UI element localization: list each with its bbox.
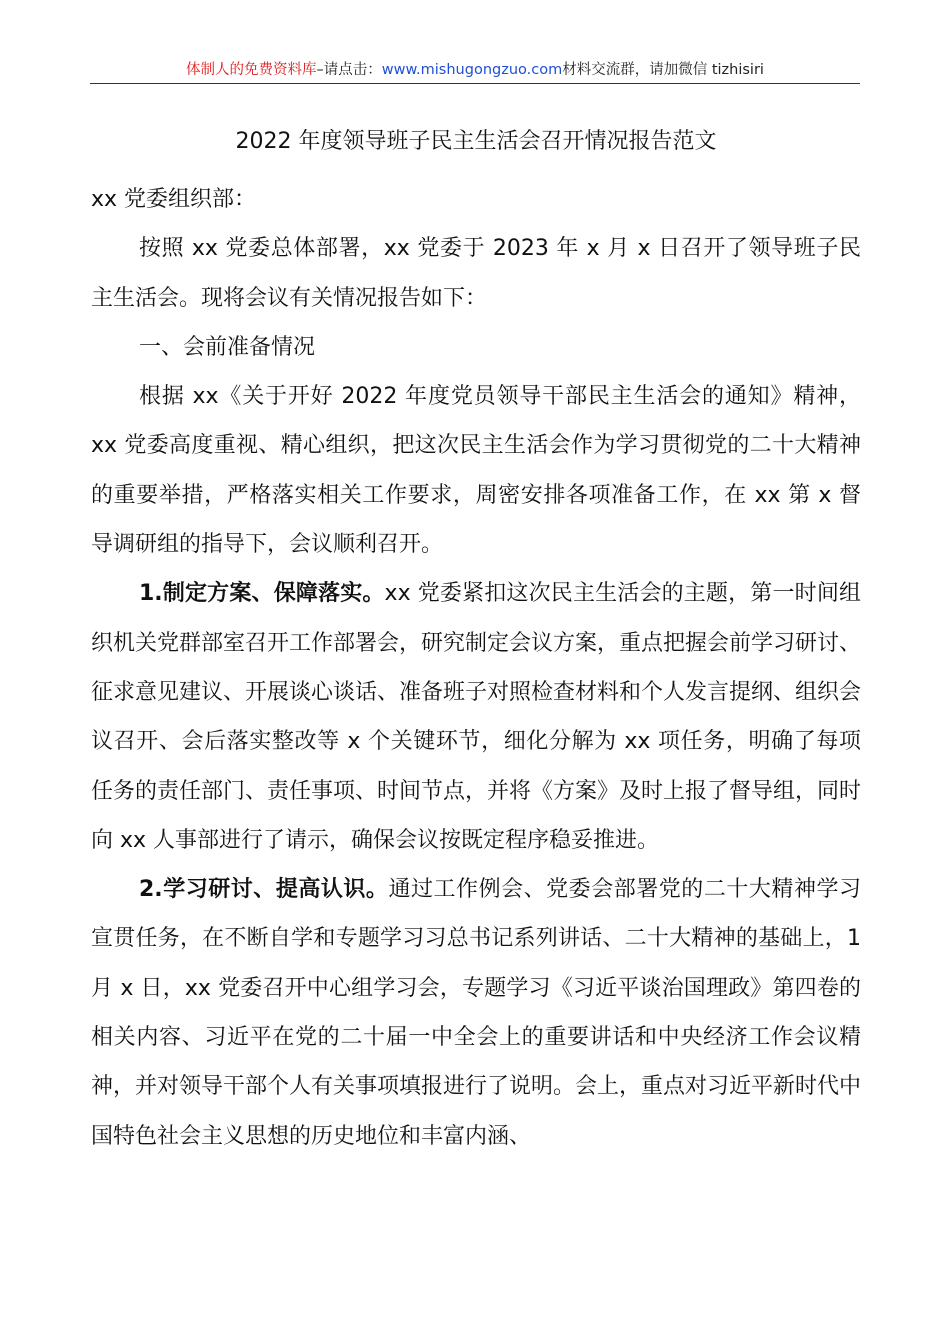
library-label: 体制人的免费资料库: [186, 62, 317, 78]
document-body: [91, 119, 861, 1161]
section-heading: 一、会前准备情况: [139, 334, 316, 360]
item-1-paragraph: [91, 569, 861, 865]
salutation: xx 党委组织部：: [91, 187, 257, 212]
document-title: 2022 年度领导班子民主生活会召开情况报告范文: [235, 129, 717, 154]
page-header: [90, 58, 860, 82]
section-paragraph: 根据 xx《关于开好 2022 年度党员领导干部民主生活会的通知》精神，xx 党委高度重视、精心组织，把这次民主生活会作为学习贯彻党的二十大精神的重要举措，严格落实相关工作要求，周密安排各项准备工作，在 xx 第 x 督导调研组的指导下，会议顺利召开。: [91, 384, 861, 558]
intro-paragraph: 按照 xx 党委总体部署，xx 党委于 2023 年 x 月 x 日召开了领导班子民主生活会。现将会议有关情况报告如下：: [91, 236, 861, 311]
item-2-lead: 2.学习研讨、提高认识。: [139, 877, 389, 903]
item-2-paragraph: [91, 865, 861, 1161]
item-1-body: xx 党委紧扣这次民主生活会的主题，第一时间组织机关党群部室召开工作部署会，研究制定会议方案，重点把握会前学习研讨、征求意见建议、开展谈心谈话、准备班子对照检查材料和个人发言提纲、组织会议召开、会后落实整改等 x 个关键环节，细化分解为 xx 项任务，明确了每项任务的责任部门、责任事项、时间节点，并将《方案》及时上报了督导组，同时向 xx 人事部进行了请示，确保会议按既定程序稳妥推进。: [91, 581, 862, 853]
group-text: 材料交流群，请加微信 tizhisiri: [562, 62, 764, 78]
item-1-lead: 1.制定方案、保障落实。: [139, 581, 385, 607]
prompt-text: –请点击：: [316, 62, 382, 78]
item-2-body: 通过工作例会、党委会部署党的二十大精神学习宣贯任务，在不断自学和专题学习习总书记系列讲话、二十大精神的基础上，1 月 x 日，xx 党委召开中心组学习会，专题学习《习近平谈治国理政》第四卷的相关内容、习近平在党的二十届一中全会上的重要讲话和中央经济工作会议精神，并对领导干部个人有关事项填报进行了说明。会上，重点对习近平新时代中国特色社会主义思想的历史地位和丰富内涵、: [91, 877, 862, 1149]
header-divider: [90, 83, 860, 84]
header-link[interactable]: www.mishugongzuo.com: [381, 62, 563, 78]
